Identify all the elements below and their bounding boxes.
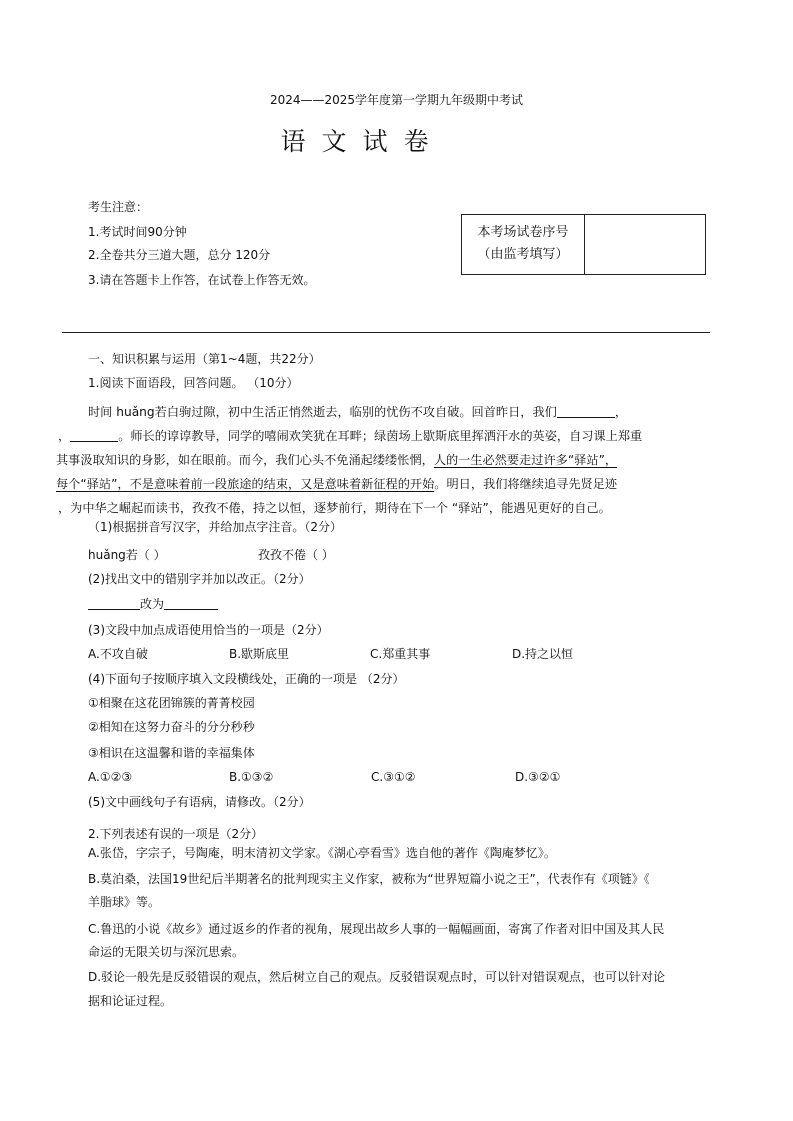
sub-question-5: (5)文中画线句子有语病，请修改。（2分）: [88, 795, 311, 809]
section-divider: [62, 332, 710, 333]
answer-slot: huǎng若（ ）: [88, 548, 166, 562]
option-c: C.鲁迅的小说《故乡》通过返乡的作者的视角，展现出故乡人事的一幅幅画面，寄寓了作者对旧中国及其人民: [88, 922, 665, 936]
option: B.歇斯底里: [229, 647, 290, 661]
sub-question-4: (4)下面句子按顺序填入文段横线处，正确的一项是 （2分）: [88, 672, 405, 686]
option-d: D.驳论一般先是反驳错误的观点，然后树立自己的观点。反驳错误观点时，可以针对错误观点，也可以针对论: [88, 970, 666, 984]
correction-line: [88, 595, 218, 612]
passage-text: ，: [58, 429, 71, 443]
seat-number-label: [462, 215, 585, 274]
page-title: 语文试卷: [280, 127, 445, 156]
notice-item: 1.考试时间90分钟: [88, 225, 187, 239]
passage-line: [56, 475, 617, 492]
seat-label-line2: （由监考填写）: [477, 247, 569, 262]
passage-text: 。师长的谆谆教导，同学的嘻闹欢笑犹在耳畔；绿茵场上歇斯底里挥洒汗水的英姿，自习课上郑重: [118, 429, 643, 443]
option: A.不攻自破: [88, 647, 148, 661]
passage-line: [88, 403, 627, 420]
fill-blank[interactable]: [557, 405, 615, 418]
underlined-sentence: 人的一生必然要走过许多“驿站”，: [433, 453, 618, 467]
sentence-option: ②相知在这努力奋斗的分分秒秒: [88, 720, 255, 734]
passage-line: ，为中华之崛起而读书，孜孜不倦，持之以恒，逐梦前行，期待在下一个 “驿站”，能遇见更好的自己。: [58, 501, 611, 515]
notice-item: 2.全卷共分三道大题，总分 120分: [88, 248, 271, 262]
option-b-cont: 羊脂球》等。: [88, 895, 161, 909]
question-1-title: 1.阅读下面语段，回答问题。 （10分）: [88, 376, 299, 390]
exam-year-heading: 2024——2025学年度第一学期九年级期中考试: [269, 93, 524, 107]
fill-blank[interactable]: [164, 597, 218, 610]
passage-text: 其事汲取知识的身影，如在眼前。而今，我们心头不免涌起缕缕怅惘，: [56, 453, 434, 467]
section-heading: 一、知识积累与运用（第1~4题，共22分）: [88, 352, 321, 366]
passage-line: [58, 427, 642, 444]
option: C.③①②: [371, 770, 416, 784]
option-b: B.莫泊桑，法国19世纪后半期著名的批判现实主义作家，被称为“世界短篇小说之王”，代表作有《项链》《: [88, 872, 650, 886]
option-c-cont: 命运的无限关切与深沉思索。: [88, 945, 245, 959]
sub-question-2: (2)找出文中的错别字并加以改正。（2分）: [88, 572, 311, 586]
sentence-option: ③相识在这温馨和谐的幸福集体: [88, 746, 255, 760]
option: D.持之以恒: [512, 647, 574, 661]
passage-text: 。明日，我们将继续追寻先贤足迹: [434, 477, 618, 491]
underlined-sentence: 每个“驿站”，不是意味着前一段旅途的结束，又是意味着新征程的开始: [56, 477, 435, 491]
notice-heading: 考生注意：: [88, 200, 149, 214]
fill-blank[interactable]: [70, 429, 118, 442]
question-2-title: 2.下列表述有误的一项是（2分）: [88, 827, 264, 841]
fill-blank[interactable]: [88, 597, 140, 610]
passage-text: 时间 huǎng若白驹过隙，初中生活正悄然逝去，临别的忧伤不攻自破。回首昨日，我们: [88, 405, 557, 419]
correction-text: 改为: [140, 597, 165, 611]
answer-slot: 孜孜不倦（ ）: [258, 548, 334, 562]
option: B.①③②: [229, 770, 274, 784]
sub-question-1: （1)根据拼音写汉字，并给加点字注音。（2分）: [88, 520, 342, 534]
option: A.①②③: [88, 770, 133, 784]
seat-number-box: [461, 214, 706, 275]
sub-question-3: (3)文段中加点成语使用恰当的一项是（2分）: [88, 623, 329, 637]
sentence-option: ①相聚在这花团锦簇的菁菁校园: [88, 696, 255, 710]
seat-label-line1: 本考场试卷序号: [477, 225, 569, 240]
option-d-cont: 据和论证过程。: [88, 994, 173, 1008]
seat-number-field[interactable]: [585, 215, 705, 274]
notice-item: 3.请在答题卡上作答，在试卷上作答无效。: [88, 273, 316, 287]
option: C.郑重其事: [370, 647, 431, 661]
option: D.③②①: [515, 770, 561, 784]
option-a: A.张岱，字宗子，号陶庵，明末清初文学家。《湖心亭看雪》选自他的著作《陶庵梦忆》。: [88, 846, 556, 860]
passage-line: [56, 451, 617, 468]
passage-text: ，: [614, 405, 628, 419]
